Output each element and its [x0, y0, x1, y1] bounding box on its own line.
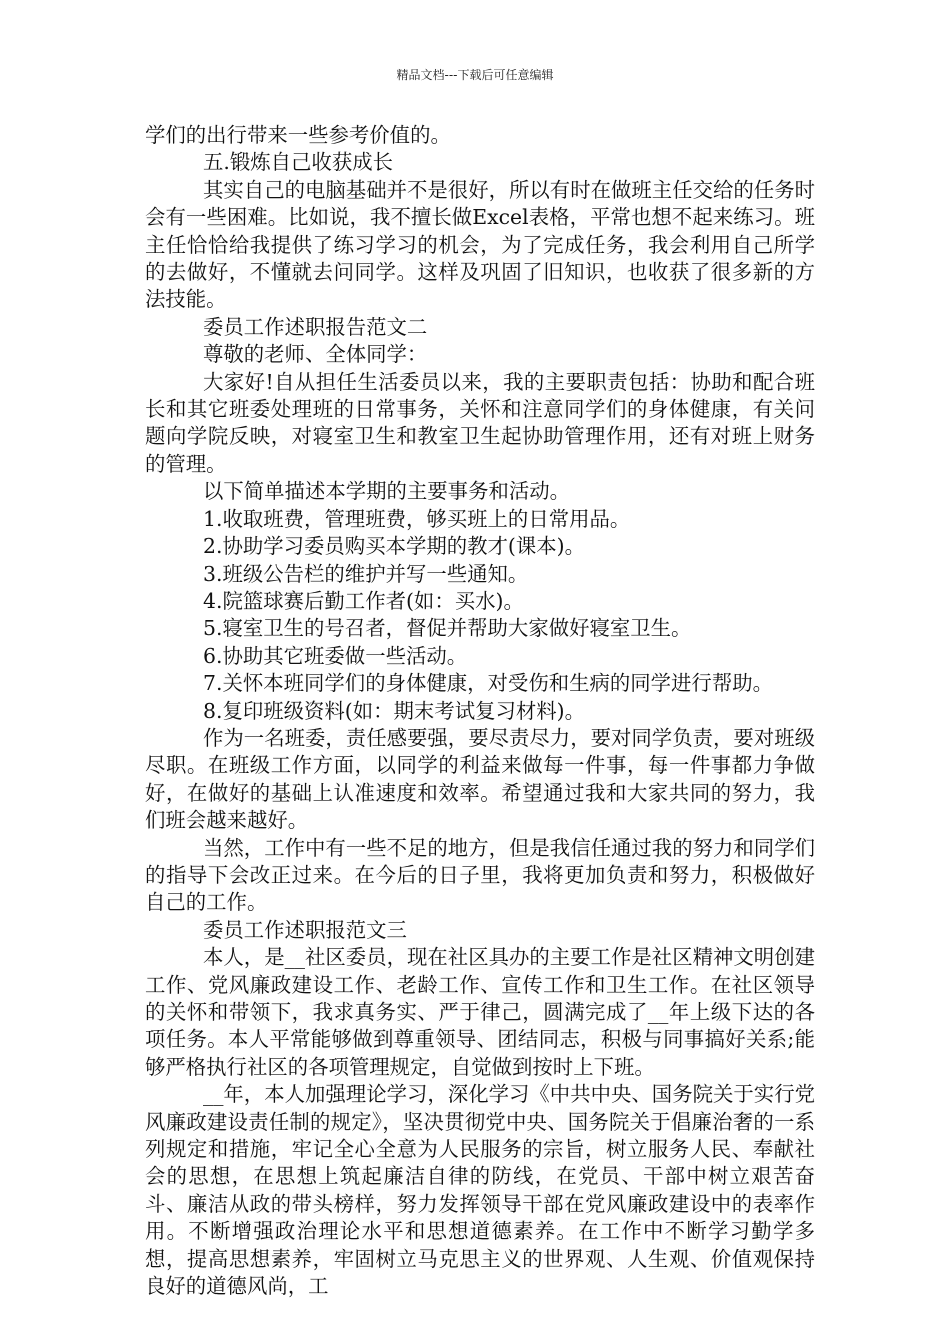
paragraph: 委员工作述职报范文三	[203, 917, 407, 942]
paragraph: 当然，工作中有一些不足的地方，但是我信任通过我的努力和同学们的指导下会改正过来。在今后的日子里，我将更加负责和努力，积极做好自己的工作。	[145, 835, 815, 915]
paragraph: 其实自己的电脑基础并不是很好，所以有时在做班主任交给的任务时会有一些困难。比如说，我不擅长做Excel表格，平常也想不起来练习。班主任恰恰给我提供了练习学习的机会，为了完成任务，我会利用自己所学的去做好，不懂就去问同学。这样及巩固了旧知识，也收获了很多新的方法技能。	[145, 177, 815, 312]
page-header: 精品文档---下载后可任意编辑	[396, 68, 554, 82]
paragraph: 尊敬的老师、全体同学：	[203, 342, 428, 367]
document-body	[145, 122, 815, 1300]
paragraph: 作为一名班委，责任感要强，要尽责尽力，要对同学负责，要对班级尽职。在班级工作方面，以同学的利益来做每一件事，每一件事都力争做好，在做好的基础上认准速度和效率。希望通过我和大家共同的努力，我们班会越来越好。	[145, 725, 815, 833]
paragraph: 学们的出行带来一些参考价值的。	[145, 123, 451, 147]
paragraph: 2.协助学习委员购买本学期的教才(课本)。	[203, 534, 586, 559]
paragraph: 委员工作述职报告范文二	[203, 314, 428, 339]
paragraph: 1.收取班费，管理班费，够买班上的日常用品。	[203, 506, 631, 531]
paragraph: 8.复印班级资料(如：期末考试复习材料)。	[203, 698, 586, 723]
paragraph: 本人，是__社区委员，现在社区具办的主要工作是社区精神文明创建工作、党风廉政建设工作、老龄工作、宣传工作和卫生工作。在社区领导的关怀和带领下，我求真务实、严于律己，圆满完成了__年上级下达的各项任务。本人平常能够做到尊重领导、团结同志，积极与同事搞好关系;能够严格执行社区的各项管理规定，自觉做到按时上下班。	[145, 945, 815, 1079]
paragraph: 五.锻炼自己收获成长	[203, 150, 393, 175]
paragraph: 4.院篮球赛后勤工作者(如：买水)。	[203, 588, 524, 613]
paragraph: 7.关怀本班同学们的身体健康，对受伤和生病的同学进行帮助。	[203, 671, 773, 696]
paragraph: 3.班级公告栏的维护并写一些通知。	[203, 561, 529, 586]
paragraph: __年，本人加强理论学习，深化学习《中共中央、国务院关于实行党风廉政建设责任制的规定》，坚决贯彻党中央、国务院关于倡廉治奢的一系列规定和措施，牢记全心全意为人民服务的宗旨，树立服务人民、奉献社会的思想，在思想上筑起廉洁自律的防线，在党员、干部中树立艰苦奋斗、廉洁从政的带头榜样，努力发挥领导干部在党风廉政建设中的表率作用。不断增强政治理论水平和思想道德素养。在工作中不断学习勤学多想，提高思想素养，牢固树立马克思主义的世界观、人生观、价值观保持良好的道德风尚，工	[145, 1082, 815, 1299]
paragraph: 6.协助其它班委做一些活动。	[203, 643, 468, 668]
paragraph: 大家好!自从担任生活委员以来，我的主要职责包括：协助和配合班长和其它班委处理班的日常事务，关怀和注意同学们的身体健康，有关问题向学院反映，对寝室卫生和教室卫生起协助管理作用，还有对班上财务的管理。	[145, 369, 815, 476]
paragraph: 以下简单描述本学期的主要事务和活动。	[203, 479, 571, 504]
paragraph: 5.寝室卫生的号召者，督促并帮助大家做好寝室卫生。	[203, 616, 692, 641]
